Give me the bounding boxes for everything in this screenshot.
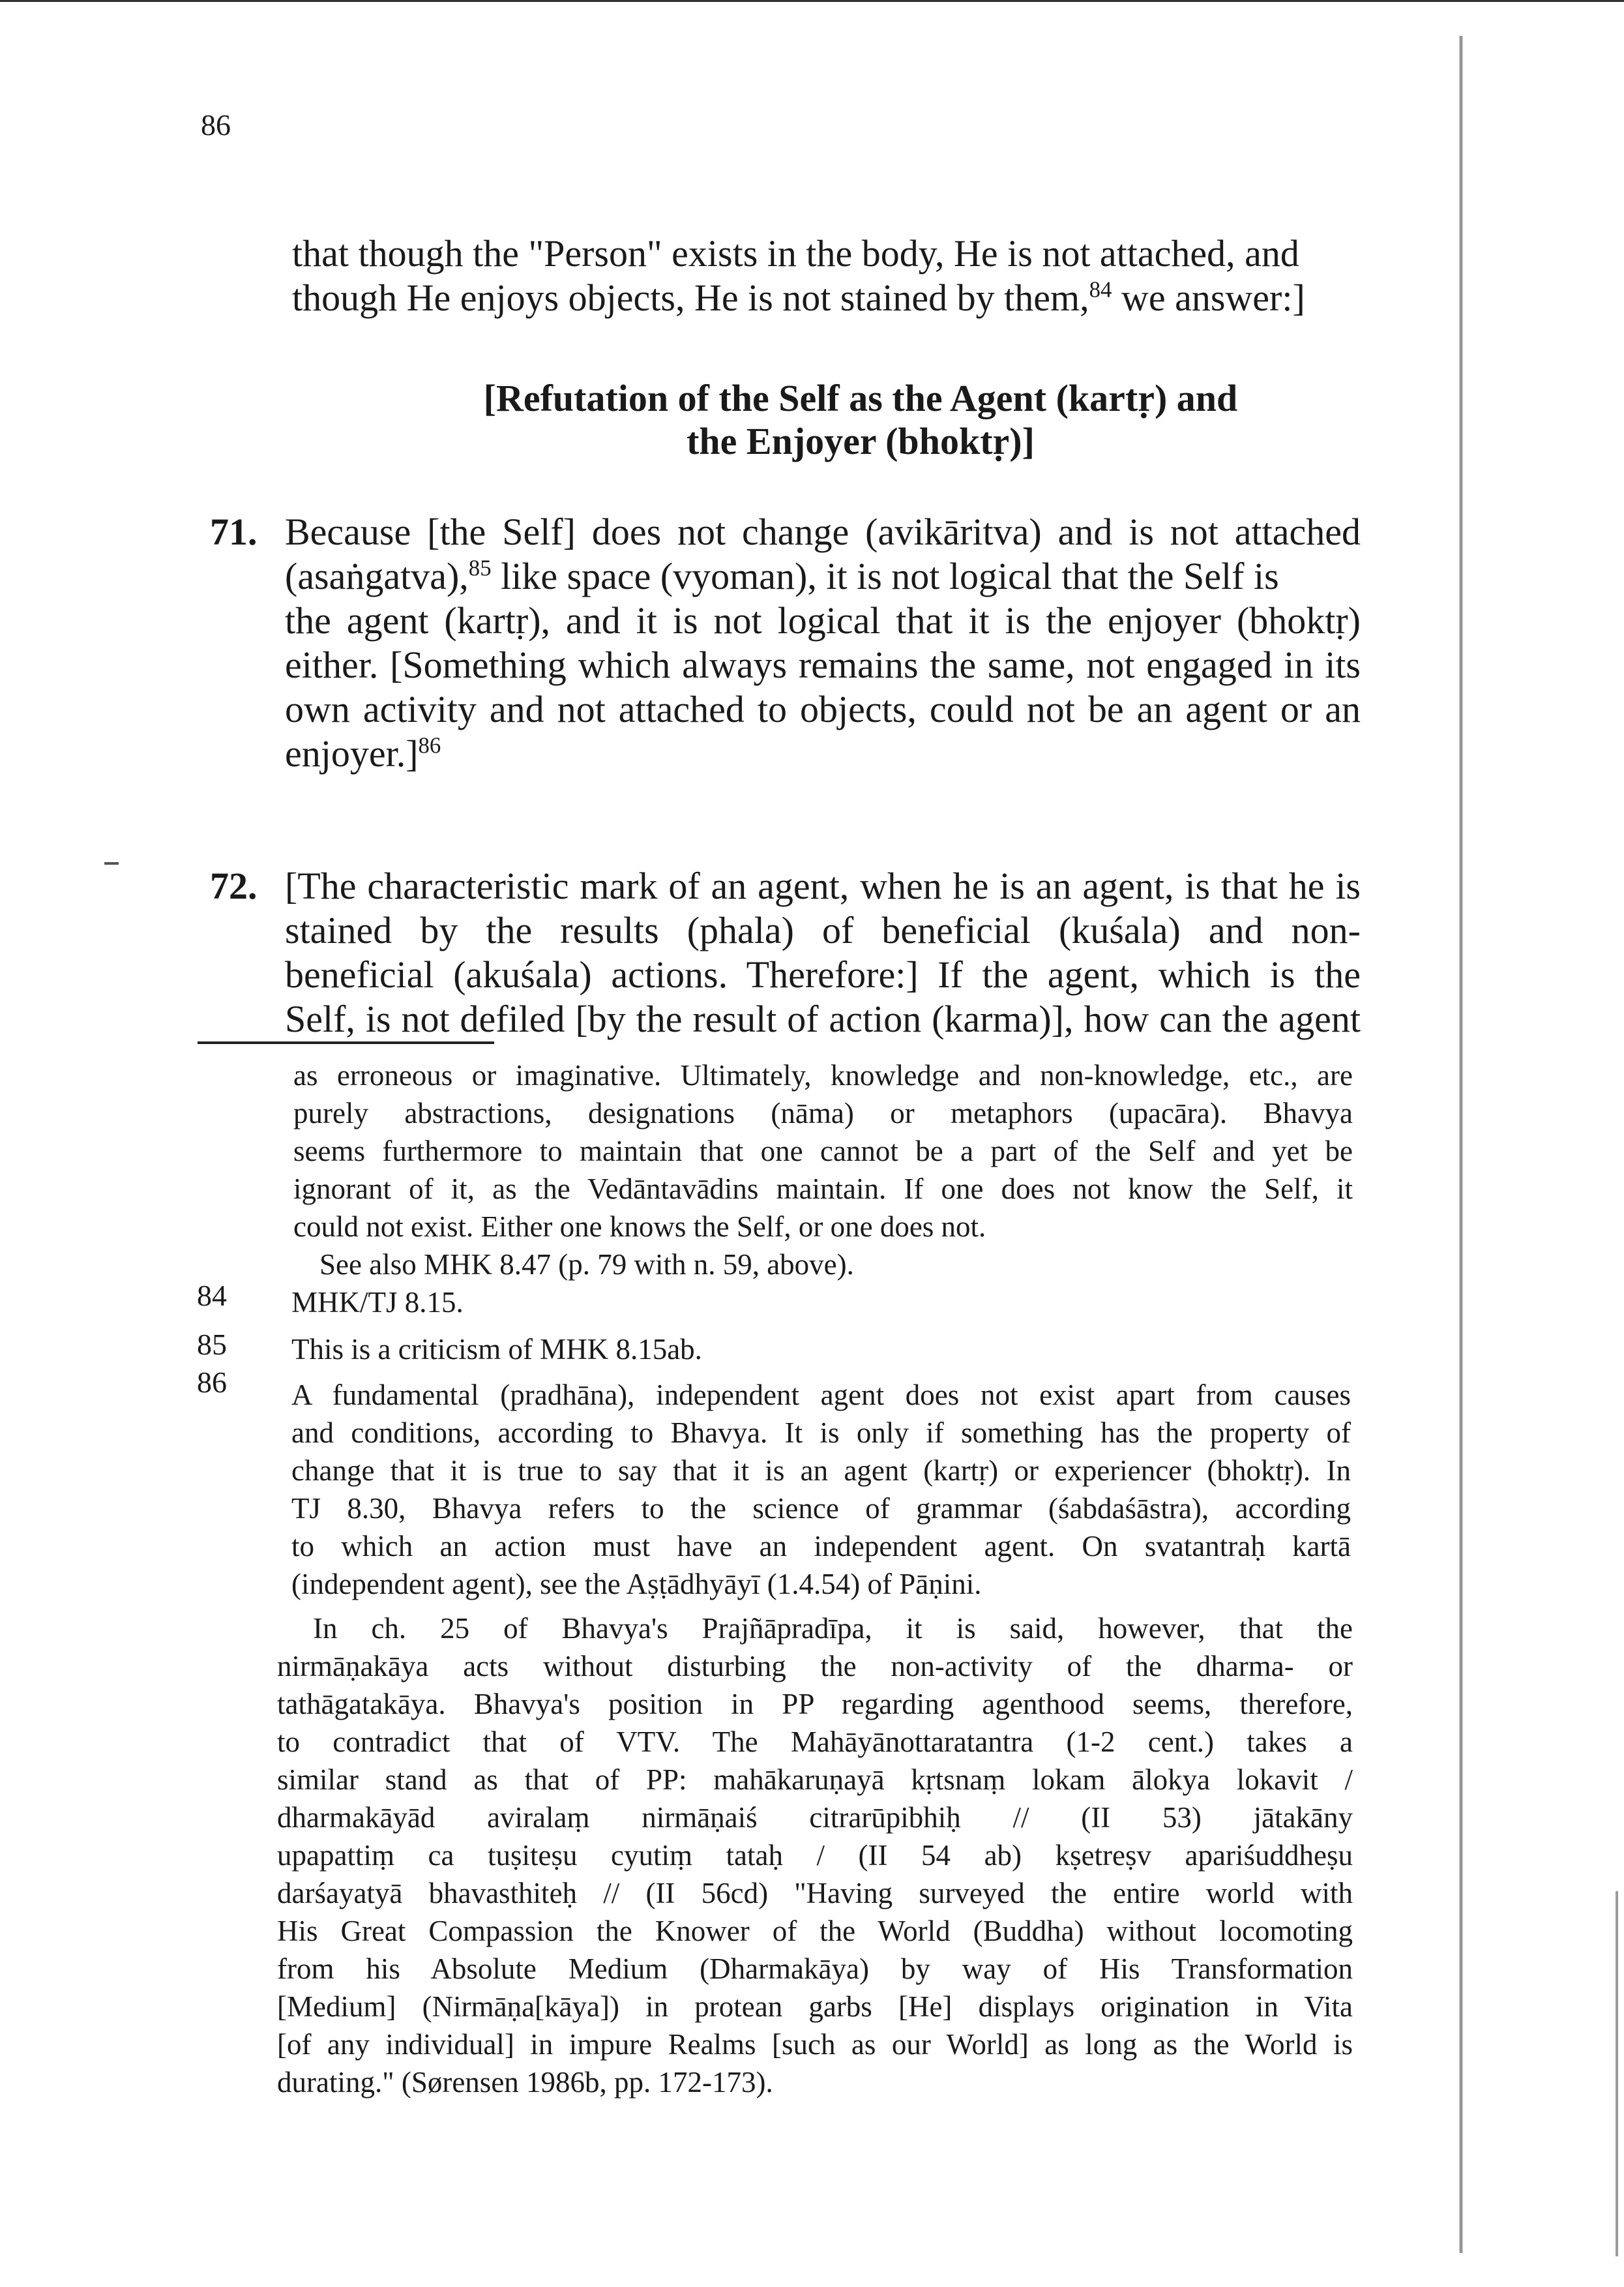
fn-cont-line-3: seems furthermore to maintain that one cannot be a part of the Self and yet be xyxy=(293,1135,1353,1167)
footnote-84-text xyxy=(291,1283,464,1321)
footnote-85-number: 85 xyxy=(197,1328,227,1361)
fn86-cont-line-2: nirmāṇakāya acts without disturbing the non-activity of the dharma- or xyxy=(277,1650,1353,1682)
fn86-cont-line-3: tathāgatakāya. Bhavya's position in PP regarding agenthood seems, therefore, xyxy=(277,1688,1353,1720)
verse-71-line-6-a: enjoyer.] xyxy=(285,732,419,775)
fn86-cont-line-13: durating." (Sørensen 1986b, pp. 172-173). xyxy=(277,2066,773,2099)
verse-71-line-6 xyxy=(285,732,1361,776)
footnote-86-line-3: change that it is true to say that it is an agent (kartṛ) or experiencer (bhoktṛ). In xyxy=(291,1454,1351,1487)
fn-cont-line-6: See also MHK 8.47 (p. 79 with n. 59, above). xyxy=(319,1248,854,1281)
intro-line-2-end: we answer:] xyxy=(1112,277,1305,319)
verse-72-line-3: beneficial (akuśala) actions. Therefore:] If the agent, which is the xyxy=(285,953,1361,996)
footnote-84-line-1: MHK/TJ 8.15. xyxy=(291,1286,464,1319)
footnote-86-line-2: and conditions, according to Bhavya. It is only if something has the property of xyxy=(291,1416,1351,1449)
verse-71-line-4: either. [Something which always remains the same, not engaged in its xyxy=(285,644,1361,686)
verse-71-number: 71. xyxy=(210,511,258,553)
footnote-continuation xyxy=(293,1056,1353,1283)
fn-cont-line-1: as erroneous or imaginative. Ultimately, knowledge and non-knowledge, etc., are xyxy=(293,1059,1353,1092)
intro-line-2-text: though He enjoys objects, He is not stained by them, xyxy=(292,277,1089,319)
scan-edge-shadow xyxy=(1616,1891,1618,2256)
fn-cont-line-5: could not exist. Either one knows the Self, or one does not. xyxy=(293,1210,986,1243)
footnote-86-line-5: to which an action must have an independent agent. On svatantraḥ kartā xyxy=(291,1530,1351,1562)
fn86-cont-line-11: [Medium] (Nirmāṇa[kāya]) in protean garbs [He] displays origination in Vita xyxy=(277,1990,1353,2023)
verse-72-text xyxy=(285,864,1361,1041)
verse-71-line-1: Because [the Self] does not change (avikāritva) and is not attached xyxy=(285,511,1361,553)
footnote-separator xyxy=(198,1041,494,1044)
footnote-86-continuation xyxy=(277,1609,1353,2101)
footnote-86-text xyxy=(291,1376,1351,1603)
verse-72-number: 72. xyxy=(210,865,258,907)
footnote-ref-84: 84 xyxy=(1089,277,1112,303)
fn-cont-line-4: ignorant of it, as the Vedāntavādins maintain. If one does not know the Self, it xyxy=(293,1173,1353,1205)
intro-paragraph xyxy=(292,232,1305,320)
section-heading-line-2: the Enjoyer (bhoktṛ)] xyxy=(687,420,1035,462)
verse-71-line-5: own activity and not attached to objects, could not be an agent or an xyxy=(285,688,1361,730)
fn86-cont-line-9: His Great Compassion the Knower of the World (Buddha) without locomoting xyxy=(277,1915,1353,1947)
verse-71-line-2-a: (asaṅgatva), xyxy=(285,555,469,597)
intro-line-1: that though the "Person" exists in the body, He is not attached, and xyxy=(292,232,1299,275)
footnote-86-number: 86 xyxy=(197,1366,227,1399)
fn86-cont-line-10: from his Absolute Medium (Dharmakāya) by way of His Transformation xyxy=(277,1952,1353,1985)
verse-72-line-2: stained by the results (phala) of beneficial (kuśala) and non- xyxy=(285,909,1361,951)
page-top-edge xyxy=(0,0,1624,2)
scan-binding-shadow xyxy=(1459,36,1463,2253)
fn86-cont-line-1: In ch. 25 of Bhavya's Prajñāpradīpa, it is said, however, that the xyxy=(313,1612,1353,1645)
footnote-86-line-1: A fundamental (pradhāna), independent agent does not exist apart from causes xyxy=(291,1379,1351,1411)
fn86-cont-line-4: to contradict that of VTV. The Mahāyānottaratantra (1-2 cent.) takes a xyxy=(277,1726,1353,1758)
verse-71-line-2 xyxy=(285,554,1361,599)
fn86-cont-line-12: [of any individual] in impure Realms [such as our World] as long as the World is xyxy=(277,2028,1353,2061)
section-heading-line-1: [Refutation of the Self as the Agent (kartṛ) and xyxy=(483,377,1238,419)
fn86-cont-line-8: darśayatyā bhavasthiteḥ // (II 56cd) "Having surveyed the entire world with xyxy=(277,1877,1353,1909)
footnote-85-text xyxy=(291,1330,702,1368)
fn86-cont-line-5: similar stand as that of PP: mahākaruṇayā kṛtsnaṃ lokam ālokya lokavit / xyxy=(277,1763,1353,1796)
verse-71-text xyxy=(285,510,1361,776)
verse-71-line-3: the agent (kartṛ), and it is not logical that it is the enjoyer (bhoktṛ) xyxy=(285,599,1361,642)
footnote-ref-85: 85 xyxy=(468,555,492,581)
footnote-86-line-6: (independent agent), see the Aṣṭādhyāyī (1.4.54) of Pāṇini. xyxy=(291,1568,982,1600)
verse-72-line-4: Self, is not defiled [by the result of action (karma)], how can the agent xyxy=(285,998,1361,1040)
fn86-cont-line-6: dharmakāyād aviralaṃ nirmāṇaiś citrarūpibhiḥ // (II 53) jātakāny xyxy=(277,1801,1353,1834)
footnote-84-number: 84 xyxy=(197,1279,227,1312)
fn-cont-line-2: purely abstractions, designations (nāma) or metaphors (upacāra). Bhavya xyxy=(293,1097,1353,1129)
margin-mark xyxy=(104,862,119,865)
section-heading xyxy=(391,377,1330,463)
verse-71-line-2-b: like space (vyoman), it is not logical that the Self is xyxy=(491,555,1279,597)
footnote-85-line-1: This is a criticism of MHK 8.15ab. xyxy=(291,1333,702,1366)
footnote-86-line-4: TJ 8.30, Bhavya refers to the science of grammar (śabdaśāstra), according xyxy=(291,1492,1351,1525)
fn86-cont-line-7: upapattiṃ ca tuṣiteṣu cyutiṃ tataḥ / (II 54 ab) kṣetreṣv apariśuddheṣu xyxy=(277,1839,1353,1872)
verse-72-line-1: [The characteristic mark of an agent, when he is an agent, is that he is xyxy=(285,865,1361,907)
footnote-ref-86: 86 xyxy=(418,732,441,758)
intro-line-2 xyxy=(292,276,1305,320)
page-number: 86 xyxy=(201,108,231,142)
